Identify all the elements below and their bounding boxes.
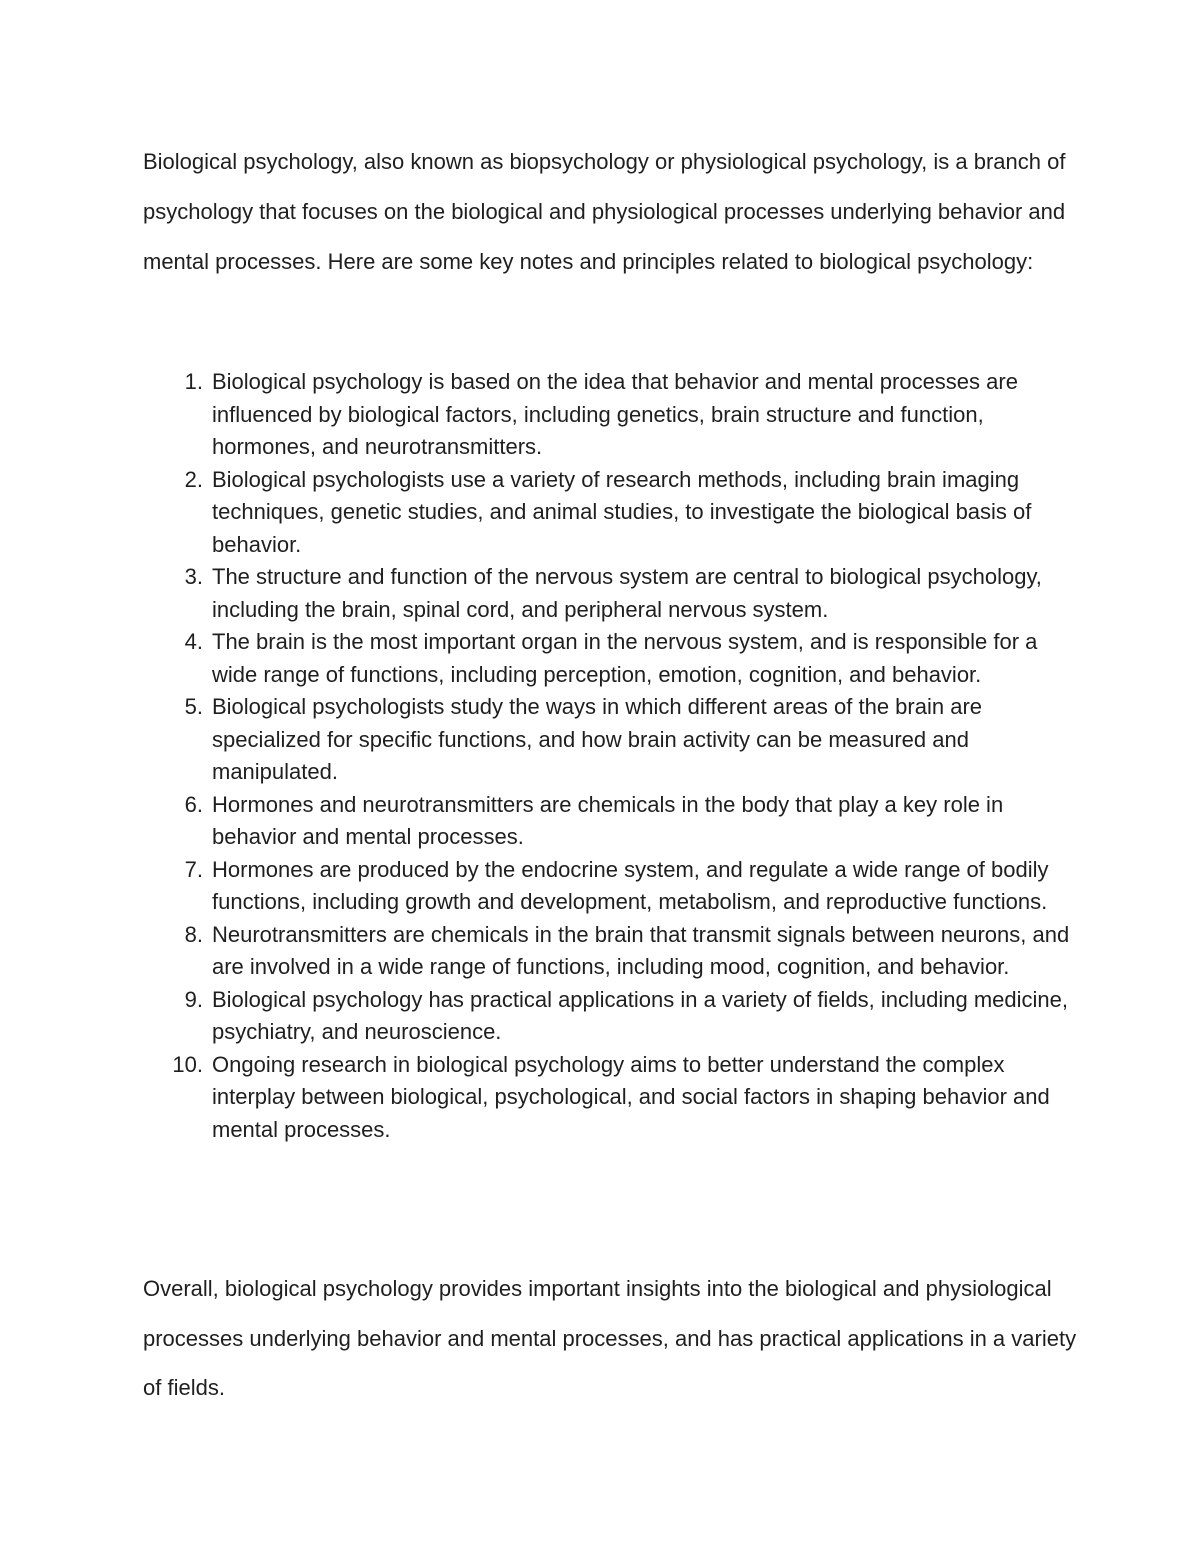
- key-points-list: [143, 366, 1073, 1146]
- list-item-number: 4.: [184, 629, 203, 654]
- list-item-text: Hormones and neurotransmitters are chemicals in the body that play a key role in behavior and mental processes.: [212, 791, 1004, 849]
- list-item: [143, 919, 1073, 984]
- list-item: [143, 854, 1073, 919]
- list-item-number: 10.: [172, 1051, 203, 1077]
- list-item-text: Biological psychologists study the ways in which different areas of the brain are specialized for specific functions, and how brain activity can be measured and manipulated.: [212, 694, 983, 784]
- list-item-text: The structure and function of the nervous system are central to biological psychology, including the brain, spinal cord, and peripheral nervous system.: [212, 564, 1042, 622]
- list-item-text: The brain is the most important organ in the nervous system, and is responsible for a wide range of functions, including perception, emotion, cognition, and behavior.: [212, 629, 1038, 687]
- list-item-text: Biological psychology has practical applications in a variety of fields, including medicine, psychiatry, and neuroscience.: [212, 986, 1069, 1044]
- closing-paragraph: Overall, biological psychology provides important insights into the biological and physiological processes underlying behavior and mental processes, and has practical applications in a variety of fields.: [143, 1276, 1077, 1400]
- list-item-text: Hormones are produced by the endocrine system, and regulate a wide range of bodily functions, including growth and development, metabolism, and reproductive functions.: [212, 856, 1049, 914]
- intro-paragraph: Biological psychology, also known as biopsychology or physiological psychology, is a branch of psychology that focuses on the biological and physiological processes underlying behavior and mental processes. Here are some key notes and principles related to biological psychology:: [143, 149, 1066, 274]
- list-item: [143, 691, 1073, 789]
- list-item-number: 9.: [184, 986, 203, 1012]
- list-item: [143, 464, 1073, 562]
- list-item-text: Neurotransmitters are chemicals in the brain that transmit signals between neurons, and are involved in a wide range of functions, including mood, cognition, and behavior.: [212, 921, 1070, 979]
- list-item-text: Ongoing research in biological psychology aims to better understand the complex interplay between biological, psychological, and social factors in shaping behavior and mental processes.: [212, 1051, 1050, 1142]
- list-item: [143, 561, 1073, 626]
- list-item-text: Biological psychology is based on the idea that behavior and mental processes are influenced by biological factors, including genetics, brain structure and function, hormones, and neurotransmitters.: [212, 369, 1018, 459]
- list-item-number: 3.: [184, 564, 203, 589]
- list-item-number: 6.: [184, 791, 203, 817]
- list-item: [143, 626, 1073, 691]
- list-item-number: 7.: [184, 856, 203, 882]
- list-item-number: 2.: [184, 466, 203, 492]
- list-item-number: 5.: [184, 694, 203, 719]
- list-item-number: 8.: [184, 921, 203, 947]
- list-item: [143, 366, 1073, 464]
- list-item-text: Biological psychologists use a variety of research methods, including brain imaging techniques, genetic studies, and animal studies, to investigate the biological basis of behavior.: [212, 466, 1032, 557]
- list-item: [143, 1049, 1073, 1147]
- list-item: [143, 789, 1073, 854]
- list-item-number: 1.: [184, 369, 203, 394]
- list-item: [143, 984, 1073, 1049]
